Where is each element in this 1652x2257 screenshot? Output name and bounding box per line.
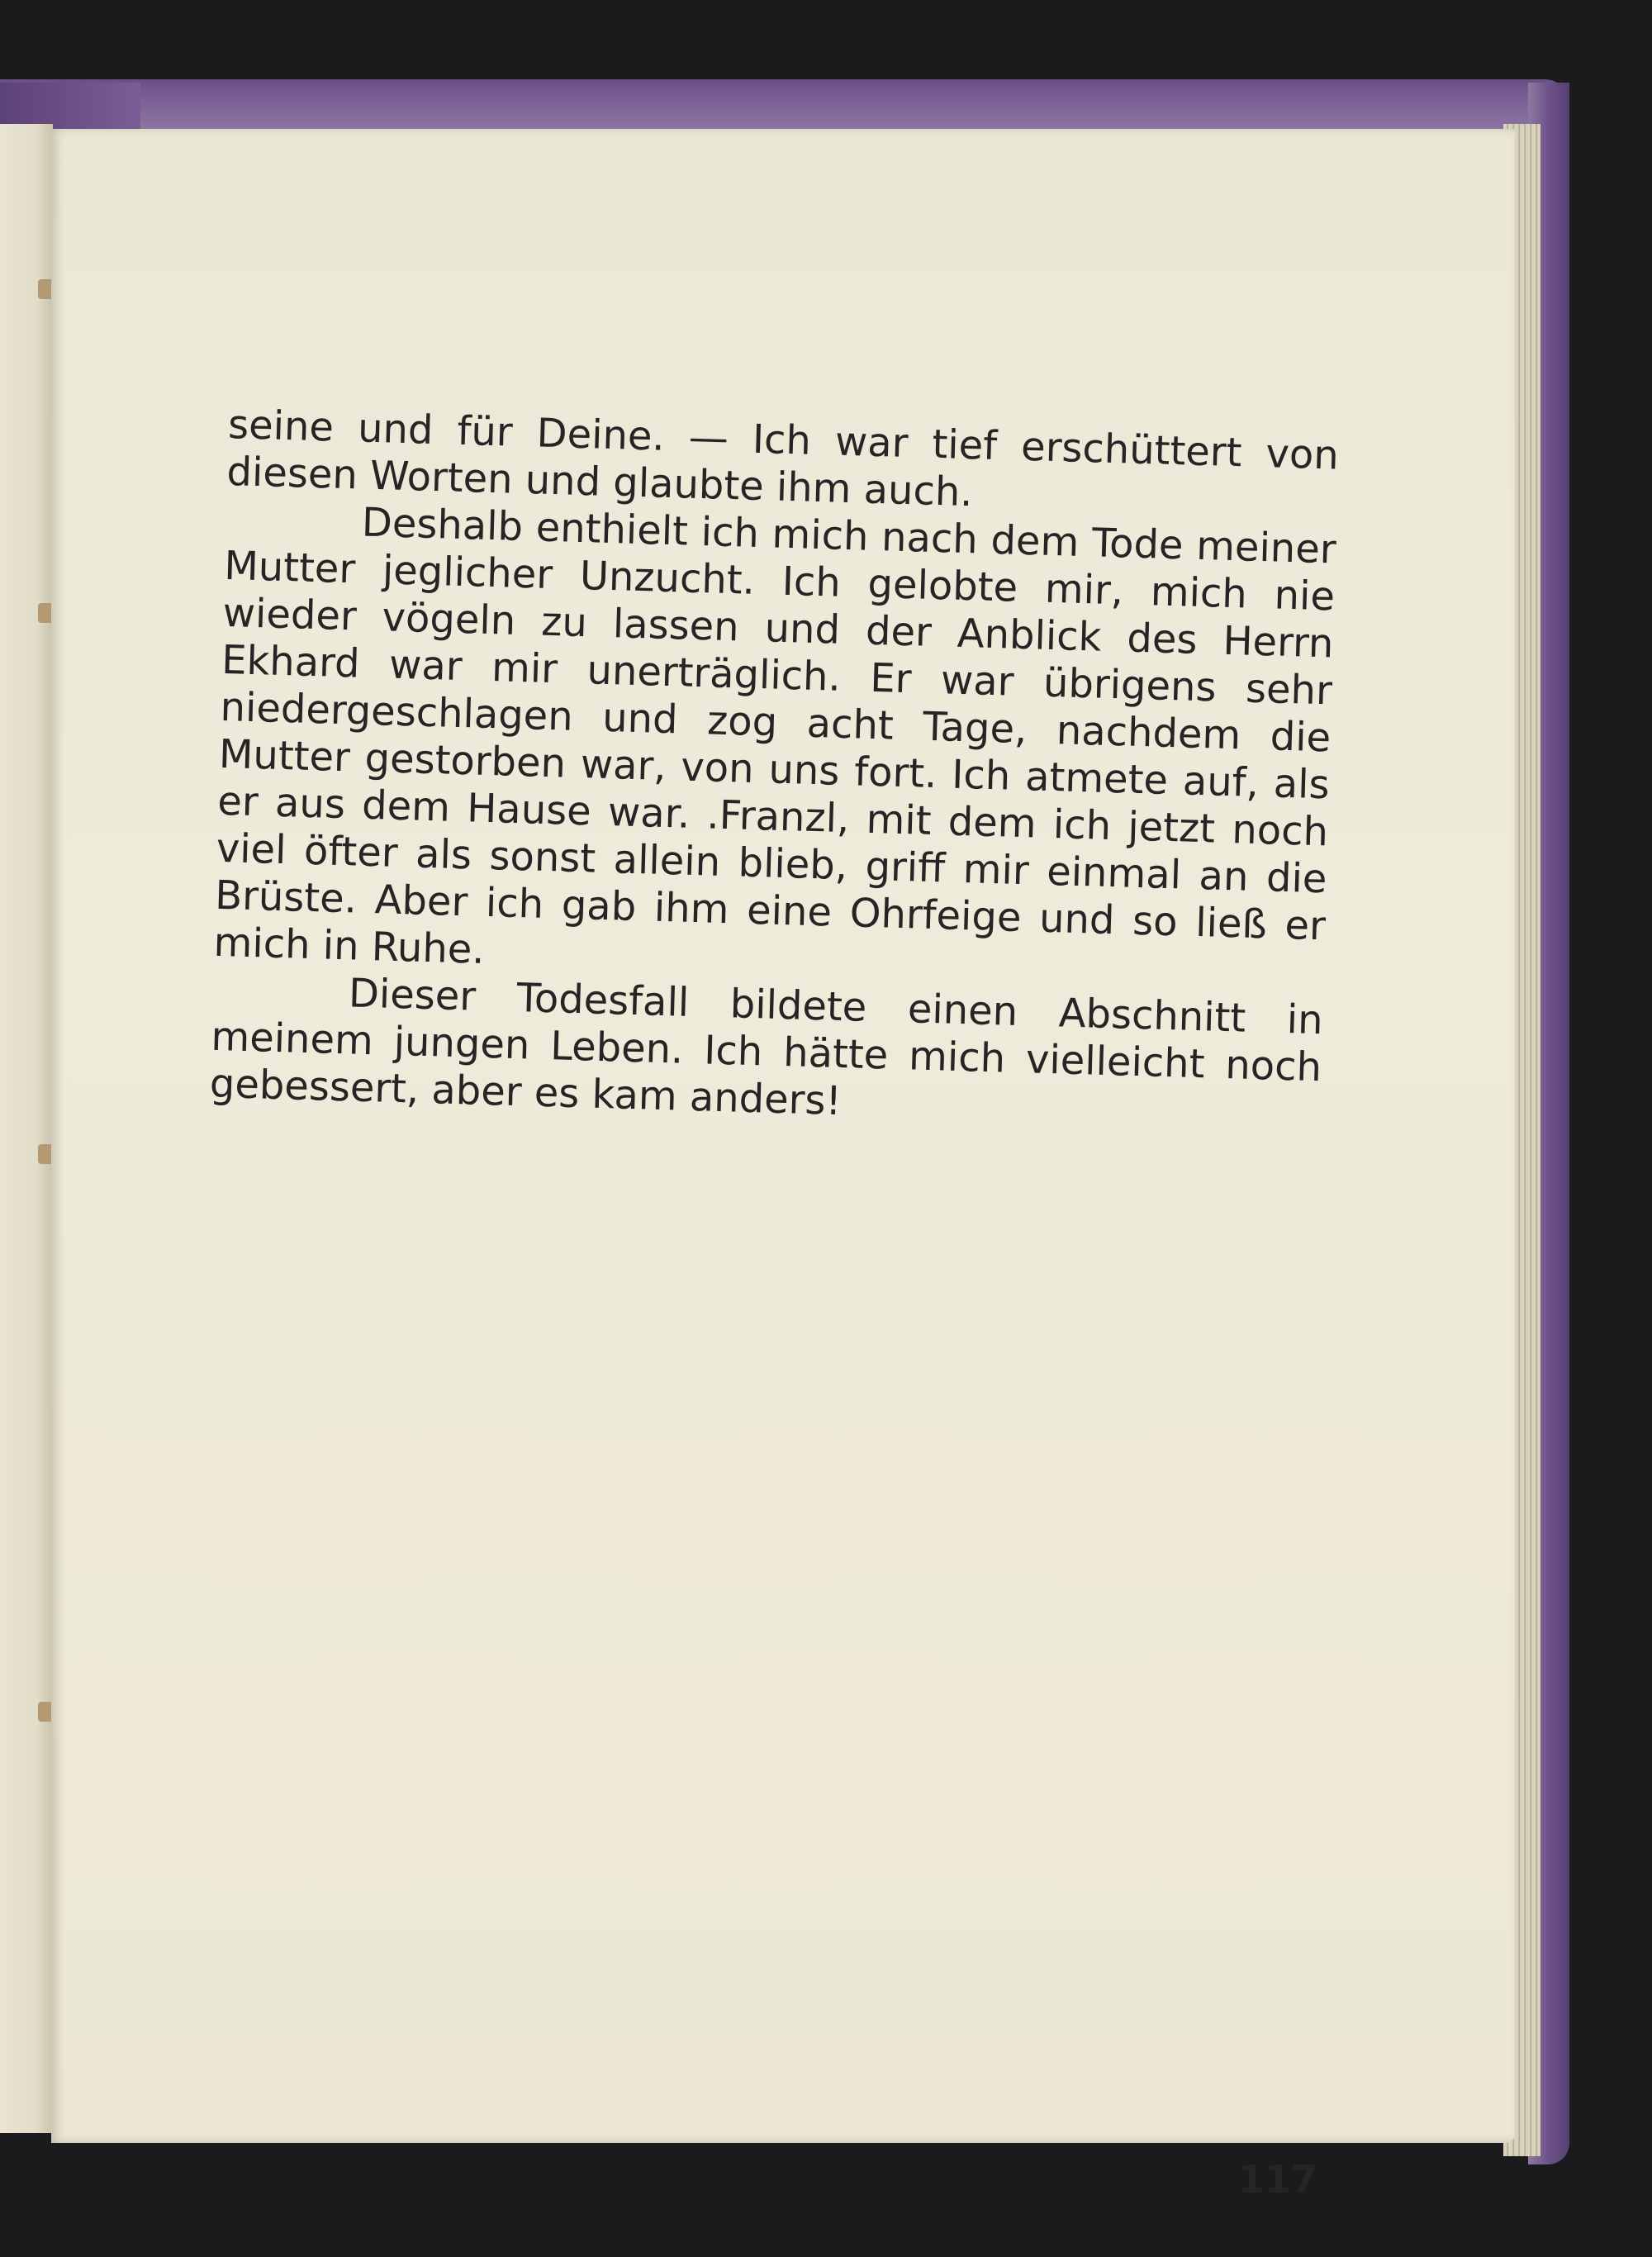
paragraph-1: seine und für Deine. — Ich war tief erschüttert von diesen Worten und glaubte ihm auch. — [225, 402, 1340, 516]
page-number: 117 — [1238, 2157, 1318, 2202]
paragraph-2: Deshalb enthielt ich mich nach dem Tode meiner Mutter jeglicher Unzucht. Ich gelobte mir, mich nie wieder vögeln zu lassen und der Anblick des Herrn Ekhard war mir unerträglich. Er war übrigens sehr niedergeschlagen und zog acht Tage, nachdem die Mutter gestorben war, von uns fort. Ich atmete auf, als er aus dem Hause war. .Franzl, mit dem ich jetzt noch viel öfter als sonst allein blieb, griff mir einmal an die Brüste. Aber ich gab ihm eine Ohrfeige und so ließ er mich in Ruhe. — [212, 499, 1337, 973]
paragraph-3: Dieser Todesfall bildete einen Abschnitt in meinem jungen Leben. Ich hätte mich vielleicht noch gebessert, aber es kam anders! — [209, 970, 1324, 1125]
book-page — [51, 129, 1515, 2202]
body-text — [209, 402, 1339, 1138]
facing-page-edge — [0, 124, 53, 2133]
